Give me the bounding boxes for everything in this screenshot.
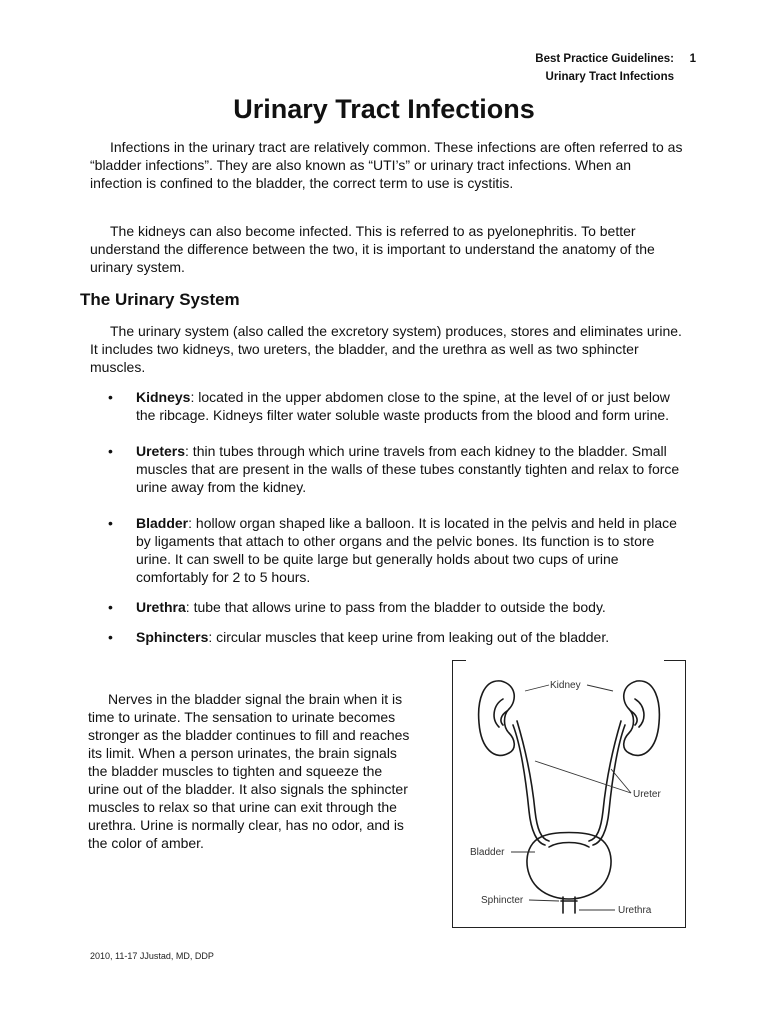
list-item: • Kidneys: located in the upper abdomen close to the spine, at the level of or just below the ribcage. Kidneys filter water soluble waste products from the blood and form urine. xyxy=(108,389,670,423)
list-item: • Ureters: thin tubes through which urine travels from each kidney to the bladder. Small muscles that are present in the walls of these tubes constantly tighten and relax to force urine away from the kidney. xyxy=(108,443,680,495)
urinary-system-figure xyxy=(452,661,686,928)
list-item: • Sphincters: circular muscles that keep urine from leaking out of the bladder. xyxy=(108,629,610,645)
list-item: • Urethra: tube that allows urine to pass from the bladder to outside the body. xyxy=(108,599,606,615)
page-title: Urinary Tract Infections xyxy=(233,94,535,124)
left-kidney-shape xyxy=(479,681,515,756)
intro-paragraph-2: The kidneys can also become infected. This is referred to as pyelonephritis. To better understand the difference between the two, it is important to understand the anatomy of the urinary system. xyxy=(90,223,655,275)
bullet-icon: • xyxy=(108,515,113,531)
sphincter-label: Sphincter xyxy=(481,895,524,906)
anatomy-bullet-list xyxy=(108,388,688,646)
page-number: 1 xyxy=(689,53,696,65)
right-kidney-shape xyxy=(624,681,660,756)
section-heading: The Urinary System xyxy=(80,290,240,309)
kidney-label: Kidney xyxy=(550,680,581,691)
left-ureter xyxy=(513,725,545,845)
bullet-icon: • xyxy=(108,443,113,459)
urethra-label: Urethra xyxy=(618,905,652,916)
right-ureter xyxy=(593,725,625,845)
urinary-system-diagram xyxy=(453,661,685,927)
header-line-1: Best Practice Guidelines: 1 xyxy=(535,50,696,68)
header-line-2: Urinary Tract Infections xyxy=(545,71,674,83)
bullet-icon: • xyxy=(108,629,113,645)
bladder-label: Bladder xyxy=(470,847,505,858)
page-footer: 2010, 11-17 JJustad, MD, DDP xyxy=(90,951,214,961)
section-paragraph: The urinary system (also called the excretory system) produces, stores and eliminates urine. It includes two kidneys, two ureters, the bladder, and the urethra as well as two sphincter muscles. xyxy=(90,323,682,375)
ureter-label: Ureter xyxy=(633,789,661,800)
list-item: • Bladder: hollow organ shaped like a balloon. It is located in the pelvis and held in place by ligaments that attach to other organs and the pelvic bones. Its function is to store urine. It can swell to be quite large but generally holds about two cups of urine comfortably for 2 to 5 hours. xyxy=(108,515,677,585)
bullet-icon: • xyxy=(108,389,113,405)
bullet-icon: • xyxy=(108,599,113,615)
running-header xyxy=(535,50,696,86)
nerves-paragraph: Nerves in the bladder signal the brain when it is time to urinate. The sensation to urinate becomes stronger as the bladder continues to fill and reaches its limit. When a person urinates, the brain signals the bladder muscles to tighten and squeeze the urine out of the bladder. It also signals the sphincter muscles to relax so that urine can exit through the urethra. Urine is normally clear, has no odor, and is the color of amber. xyxy=(88,691,410,851)
intro-paragraph-1: Infections in the urinary tract are relatively common. These infections are often referred to as “bladder infections”. They are also known as “UTI’s” or urinary tract infections. When an infection is confined to the bladder, the correct term to use is cystitis. xyxy=(90,139,683,191)
